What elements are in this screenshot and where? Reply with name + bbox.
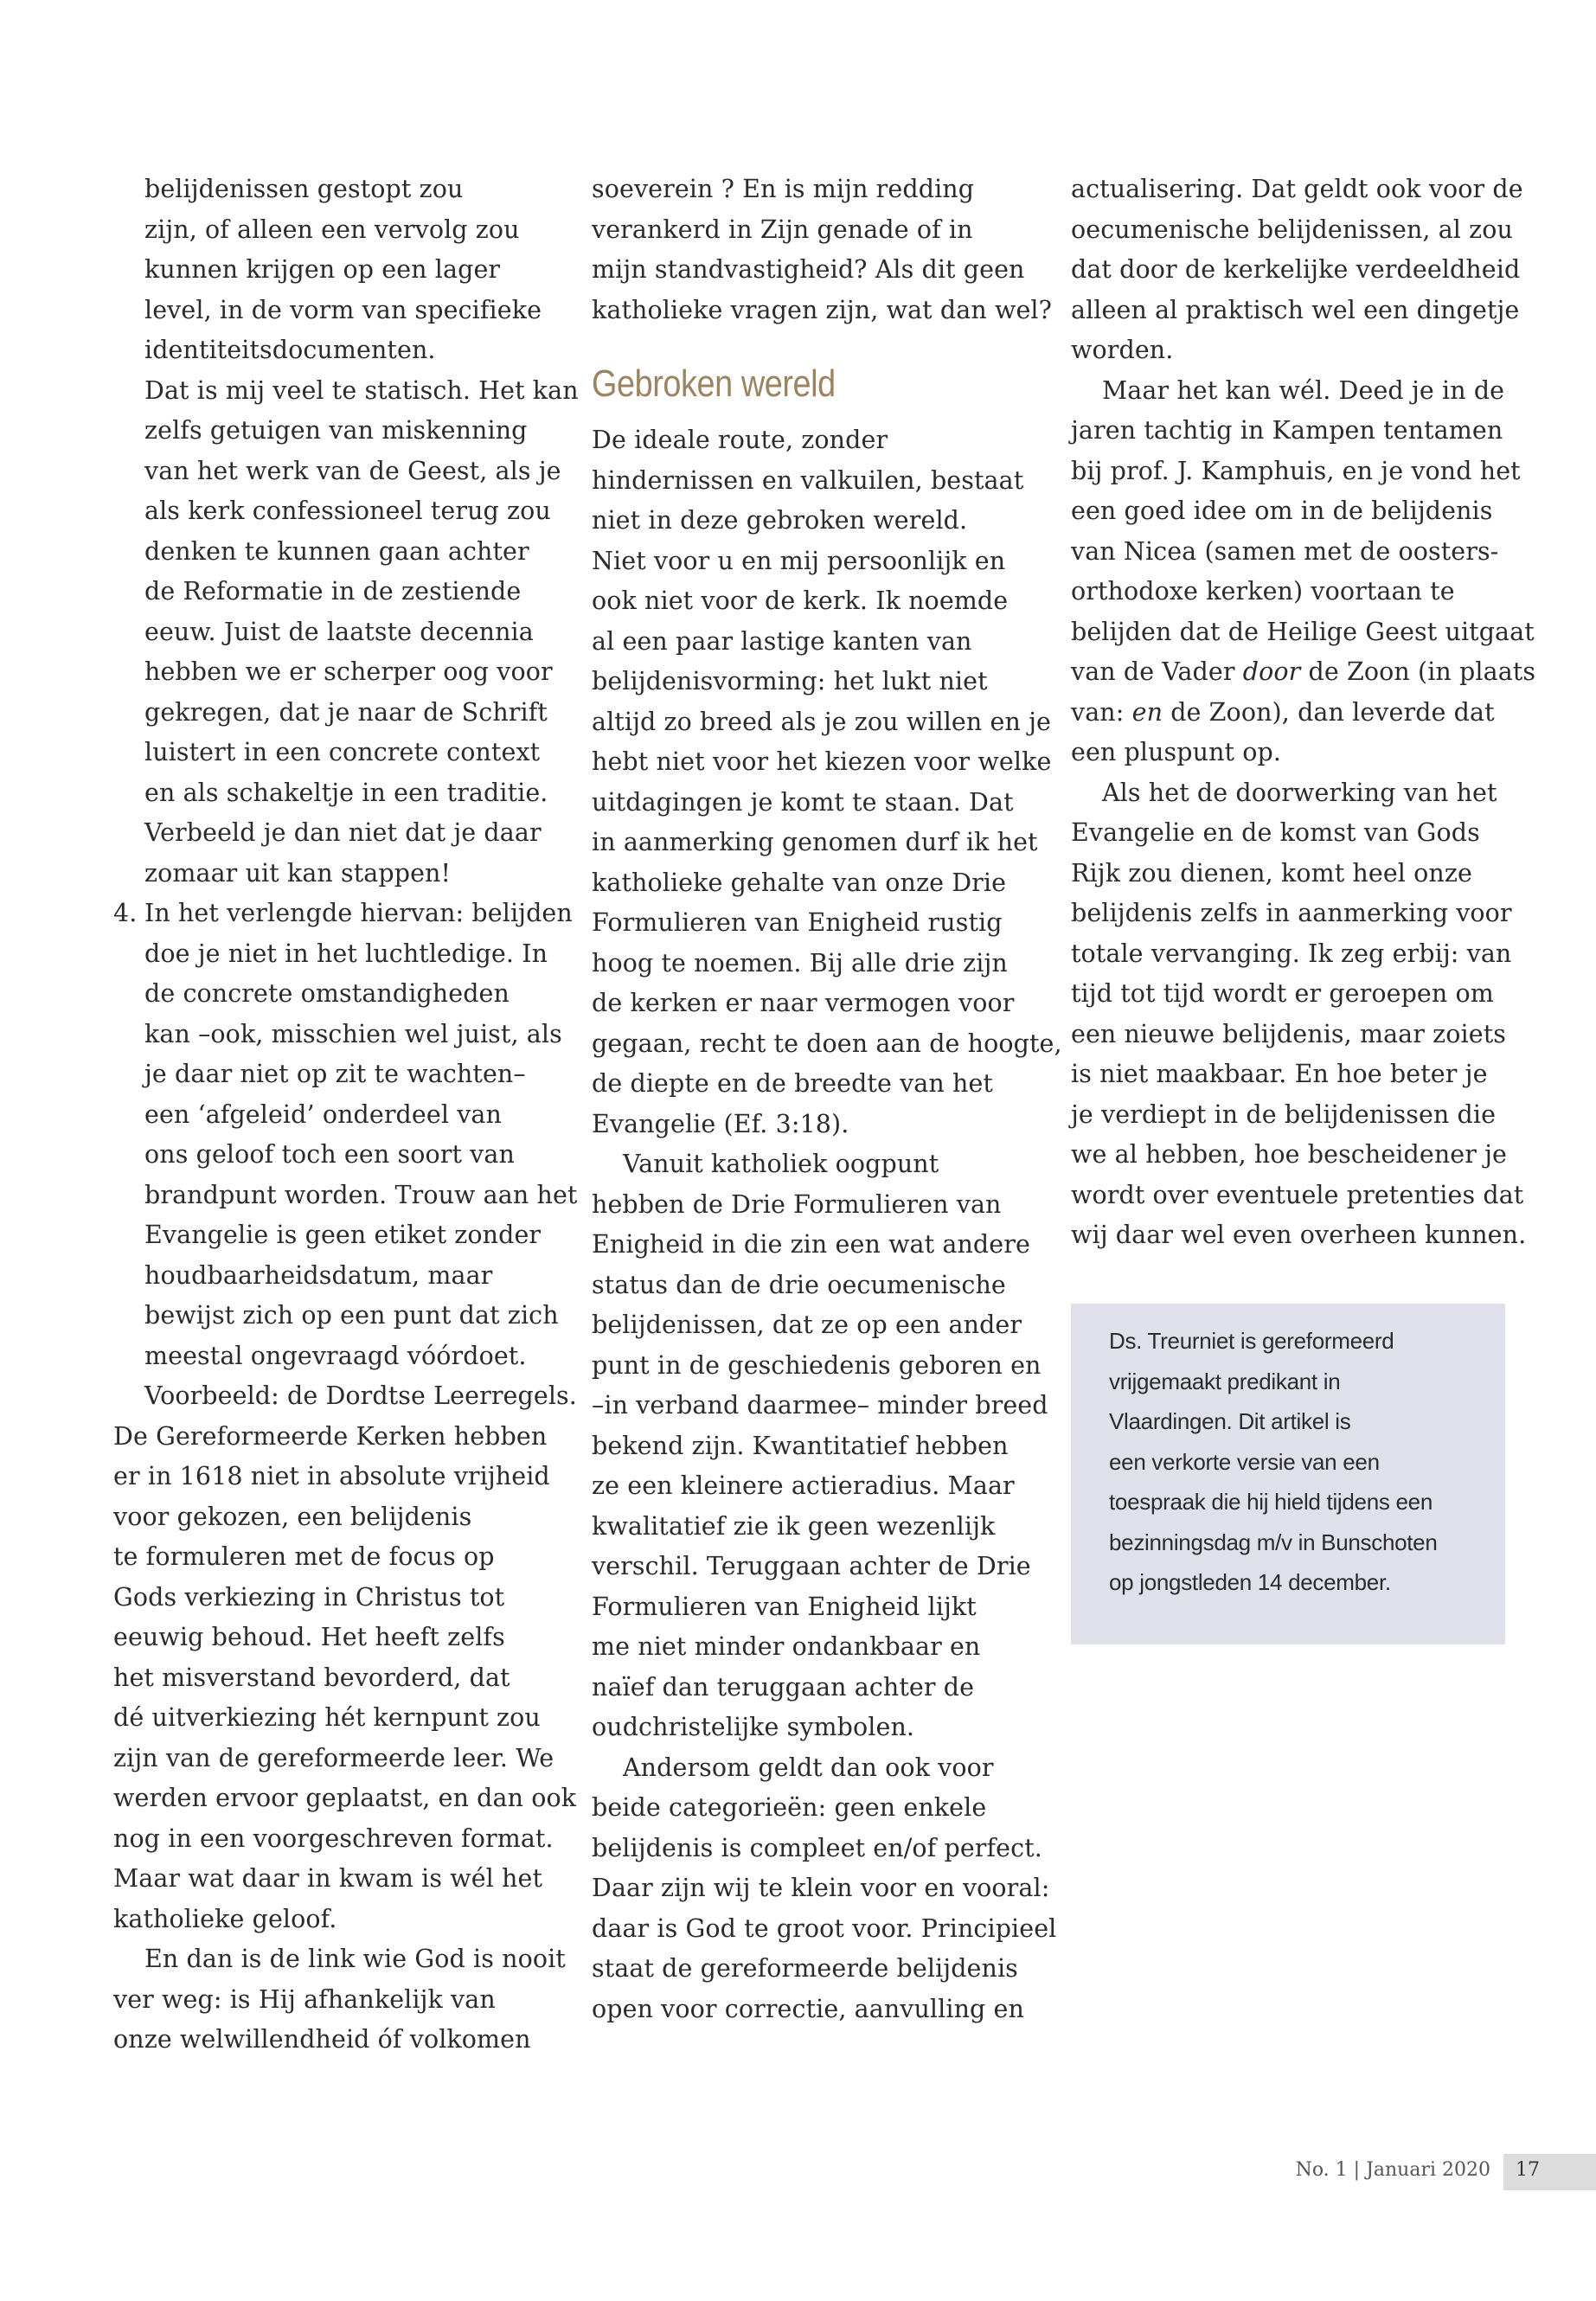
text-line <box>1071 652 1536 693</box>
page-number: 17 <box>1516 2159 1540 2181</box>
column-1 <box>113 170 579 2061</box>
text-line: worden. <box>1071 336 1174 364</box>
text-line: bij prof. J. Kamphuis, en je vond het <box>1071 456 1521 485</box>
text-line: Verbeeld je dan niet dat je daar <box>144 818 542 847</box>
text-segment: de Zoon (in plaats <box>1300 657 1536 686</box>
text-line: Maar het kan wél. Deed je in de <box>1102 375 1505 405</box>
text-segment: de Zoon), dan leverde dat <box>1163 697 1495 727</box>
text-line: denken te kunnen gaan achter <box>144 536 529 566</box>
column-3 <box>1071 170 1536 1256</box>
text-line: jaren tachtig in Kampen tentamen <box>1071 416 1503 445</box>
author-note-box <box>1071 1304 1505 1644</box>
text-line: Als het de doorwerking van het <box>1102 778 1497 807</box>
text-line: belijdenisvorming: het lukt niet <box>592 667 988 695</box>
text-line: Dat is mij veel te statisch. Het kan <box>144 375 579 405</box>
emphasis-text: en <box>1131 697 1163 727</box>
text-line: bewijst zich op een punt dat zich <box>144 1301 559 1330</box>
text-line: katholieke gehalte van onze Drie <box>592 868 1007 897</box>
text-line: bekend zijn. Kwantitatief hebben <box>592 1431 1009 1460</box>
note-line: bezinningsdag m/v in Bunschoten <box>1109 1529 1438 1555</box>
text-line: En dan is de link wie God is nooit <box>144 1945 566 1973</box>
text-line: belijden dat de Heilige Geest uitgaat <box>1071 617 1535 646</box>
text-line: identiteitsdocumenten. <box>144 336 436 364</box>
note-line: toespraak die hij hield tijdens een <box>1109 1489 1433 1515</box>
text-line: belijdenis is compleet en/of perfect. <box>592 1833 1042 1862</box>
text-line: oudchristelijke symbolen. <box>592 1713 915 1741</box>
text-line: level, in de vorm van specifieke <box>144 295 542 324</box>
text-line: zelfs getuigen van miskenning <box>144 416 528 445</box>
text-line: soeverein ? En is mijn redding <box>592 175 975 203</box>
text-line: oecumenische belijdenissen, al zou <box>1071 215 1514 244</box>
list-item-4 <box>113 894 573 934</box>
text-line: uitdagingen je komt te staan. Dat <box>592 787 1014 817</box>
text-line: hebben we er scherper oog voor <box>144 657 553 686</box>
text-line: er in 1618 niet in absolute vrijheid <box>113 1462 550 1490</box>
text-line: beide categorieën: geen enkele <box>592 1793 987 1822</box>
text-line: een ‘afgeleid’ onderdeel van <box>144 1099 502 1129</box>
text-line: Rijk zou dienen, komt heel onze <box>1071 858 1472 888</box>
text-line: tijd tot tijd wordt er geroepen om <box>1071 979 1494 1008</box>
text-line: je daar niet op zit te wachten– <box>144 1060 526 1088</box>
text-line: Niet voor u en mij persoonlijk en <box>592 546 1006 575</box>
text-segment: van: <box>1071 697 1132 727</box>
text-line: daar is God te groot voor. Principieel <box>592 1913 1057 1943</box>
text-line: Evangelie is geen etiket zonder <box>144 1221 542 1249</box>
text-line: open voor correctie, aanvulling en <box>592 1994 1024 2023</box>
note-line: op jongstleden 14 december. <box>1109 1569 1391 1595</box>
text-line: eeuwig behoud. Het heeft zelfs <box>113 1623 505 1651</box>
text-line: het misverstand bevorderd, dat <box>113 1663 510 1692</box>
text-line: ook niet voor de kerk. Ik noemde <box>592 586 1009 615</box>
text-line: van Nicea (samen met de oosters- <box>1071 536 1499 566</box>
text-line <box>1071 693 1521 734</box>
text-line: voor gekozen, een belijdenis <box>113 1502 472 1531</box>
text-line: totale vervanging. Ik zeg erbij: van <box>1071 939 1512 968</box>
note-line: Vlaardingen. Dit artikel is <box>1109 1408 1351 1434</box>
text-line: onze welwillendheid óf volkomen <box>113 2025 531 2054</box>
text-line: is niet maakbaar. En hoe beter je <box>1071 1060 1488 1088</box>
text-line: belijdenissen gestopt zou <box>144 175 464 203</box>
text-line: belijdenis zelfs in aanmerking voor <box>1071 899 1512 927</box>
list-number: 4. <box>113 899 138 927</box>
text-line: zijn van de gereformeerde leer. We <box>113 1743 554 1772</box>
section-heading: Gebroken wereld <box>592 362 836 405</box>
text-line: we al hebben, hoe bescheidener je <box>1071 1140 1508 1169</box>
text-line: katholieke vragen zijn, wat dan wel? <box>592 295 1053 324</box>
text-line: Vanuit katholiek oogpunt <box>623 1150 939 1178</box>
text-line: Enigheid in die zin een wat andere <box>592 1230 1030 1259</box>
text-line: een goed idee om in de belijdenis <box>1071 497 1493 525</box>
text-line: ze een kleinere actieradius. Maar <box>592 1471 1015 1500</box>
text-line: belijdenissen, dat ze op een ander <box>592 1311 1022 1339</box>
note-line: vrijgemaakt predikant in <box>1109 1368 1341 1394</box>
note-line: Ds. Treurniet is gereformeerd <box>1109 1328 1394 1354</box>
text-line: Voorbeeld: de Dordtse Leerregels. <box>144 1381 577 1410</box>
text-line: katholieke geloof. <box>113 1904 337 1933</box>
text-line: altijd zo breed als je zou willen en je <box>592 707 1051 736</box>
text-line: houdbaarheidsdatum, maar <box>144 1260 493 1290</box>
text-line: niet in deze gebroken wereld. <box>592 506 968 535</box>
text-line: en als schakeltje in een traditie. <box>144 778 548 807</box>
text-line: kan –ook, misschien wel juist, als <box>144 1019 562 1048</box>
text-line: de Reformatie in de zestiende <box>144 577 522 606</box>
text-line: werden ervoor geplaatst, en dan ook <box>113 1784 577 1812</box>
text-line: een nieuwe belijdenis, maar zoiets <box>1071 1019 1506 1048</box>
text-line: Evangelie (Ef. 3:18). <box>592 1109 849 1138</box>
text-line: Formulieren van Enigheid lijkt <box>592 1592 977 1621</box>
text-line: doe je niet in het luchtledige. In <box>144 939 548 968</box>
text-segment: van de Vader <box>1071 657 1243 686</box>
emphasis-text: door <box>1242 657 1301 686</box>
text-line: In het verlengde hiervan: belijden <box>144 899 573 927</box>
text-line: hebben de Drie Formulieren van <box>592 1189 1002 1219</box>
text-line: punt in de geschiedenis geboren en <box>592 1350 1042 1380</box>
text-line: hoog te noemen. Bij alle drie zijn <box>592 948 1008 977</box>
text-line: verankerd in Zijn genade of in <box>592 215 973 244</box>
text-line: nog in een voorgeschreven format. <box>113 1823 554 1853</box>
text-line: de kerken er naar vermogen voor <box>592 989 1015 1017</box>
note-line: een verkorte versie van een <box>1109 1448 1380 1475</box>
text-line: me niet minder ondankbaar en <box>592 1632 981 1661</box>
text-line: Andersom geldt dan ook voor <box>623 1753 994 1782</box>
text-line: actualisering. Dat geldt ook voor de <box>1071 175 1523 203</box>
text-line: kwalitatief zie ik geen wezenlijk <box>592 1511 996 1541</box>
text-line: meestal ongevraagd vóórdoet. <box>144 1341 527 1370</box>
text-line: wij daar wel even overheen kunnen. <box>1071 1221 1527 1249</box>
text-line: zijn, of alleen een vervolg zou <box>144 215 520 244</box>
text-line: Gods verkiezing in Christus tot <box>113 1582 505 1612</box>
text-line: een pluspunt op. <box>1071 738 1282 766</box>
text-line: gegaan, recht te doen aan de hoogte, <box>592 1029 1062 1058</box>
text-line: brandpunt worden. Trouw aan het <box>144 1180 578 1209</box>
page-footer <box>1280 2154 1596 2190</box>
text-line: wordt over eventuele pretenties dat <box>1071 1180 1524 1209</box>
text-line: dé uitverkiezing hét kernpunt zou <box>113 1703 541 1732</box>
text-line: status dan de drie oecumenische <box>592 1270 1006 1299</box>
text-line: dat door de kerkelijke verdeeldheid <box>1071 255 1521 284</box>
page-number-box <box>1503 2154 1596 2190</box>
text-line: alleen al praktisch wel een dingetje <box>1071 295 1520 324</box>
text-line: Maar wat daar in kwam is wél het <box>113 1864 543 1893</box>
issue-label: No. 1 | Januari 2020 <box>1295 2159 1490 2181</box>
text-line: als kerk confessioneel terug zou <box>144 497 551 525</box>
text-line: ons geloof toch een soort van <box>144 1140 515 1169</box>
text-line: –in verband daarmee– minder breed <box>592 1391 1048 1420</box>
text-line: ver weg: is Hij afhankelijk van <box>113 1984 496 2014</box>
text-line: mijn standvastigheid? Als dit geen <box>592 255 1025 284</box>
text-line: hindernissen en valkuilen, bestaat <box>592 465 1024 495</box>
column-2 <box>592 170 1062 2029</box>
text-line: te formuleren met de focus op <box>113 1542 495 1571</box>
text-line: luistert in een concrete context <box>144 738 541 766</box>
text-line: de diepte en de breedte van het <box>592 1069 993 1098</box>
text-line: orthodoxe kerken) voortaan te <box>1071 577 1455 606</box>
text-line: de concrete omstandigheden <box>144 979 510 1008</box>
text-line: in aanmerking genomen durf ik het <box>592 828 1038 856</box>
text-line: verschil. Teruggaan achter de Drie <box>592 1552 1031 1580</box>
text-line: Formulieren van Enigheid rustig <box>592 908 1003 937</box>
text-line: hebt niet voor het kiezen voor welke <box>592 747 1052 776</box>
text-line: De ideale route, zonder <box>592 426 888 454</box>
text-line: van het werk van de Geest, als je <box>144 456 561 485</box>
text-line: al een paar lastige kanten van <box>592 626 972 656</box>
text-line: eeuw. Juist de laatste decennia <box>144 617 534 646</box>
text-line: Daar zijn wij te klein voor en vooral: <box>592 1874 1050 1902</box>
text-line: gekregen, dat je naar de Schrift <box>144 697 548 727</box>
text-line: staat de gereformeerde belijdenis <box>592 1954 1018 1983</box>
text-line: kunnen krijgen op een lager <box>144 255 501 284</box>
text-line: De Gereformeerde Kerken hebben <box>113 1421 548 1451</box>
text-line: zomaar uit kan stappen! <box>144 858 452 888</box>
text-line: Evangelie en de komst van Gods <box>1071 818 1480 847</box>
text-line: je verdiept in de belijdenissen die <box>1071 1099 1497 1129</box>
text-line: naïef dan teruggaan achter de <box>592 1672 975 1702</box>
